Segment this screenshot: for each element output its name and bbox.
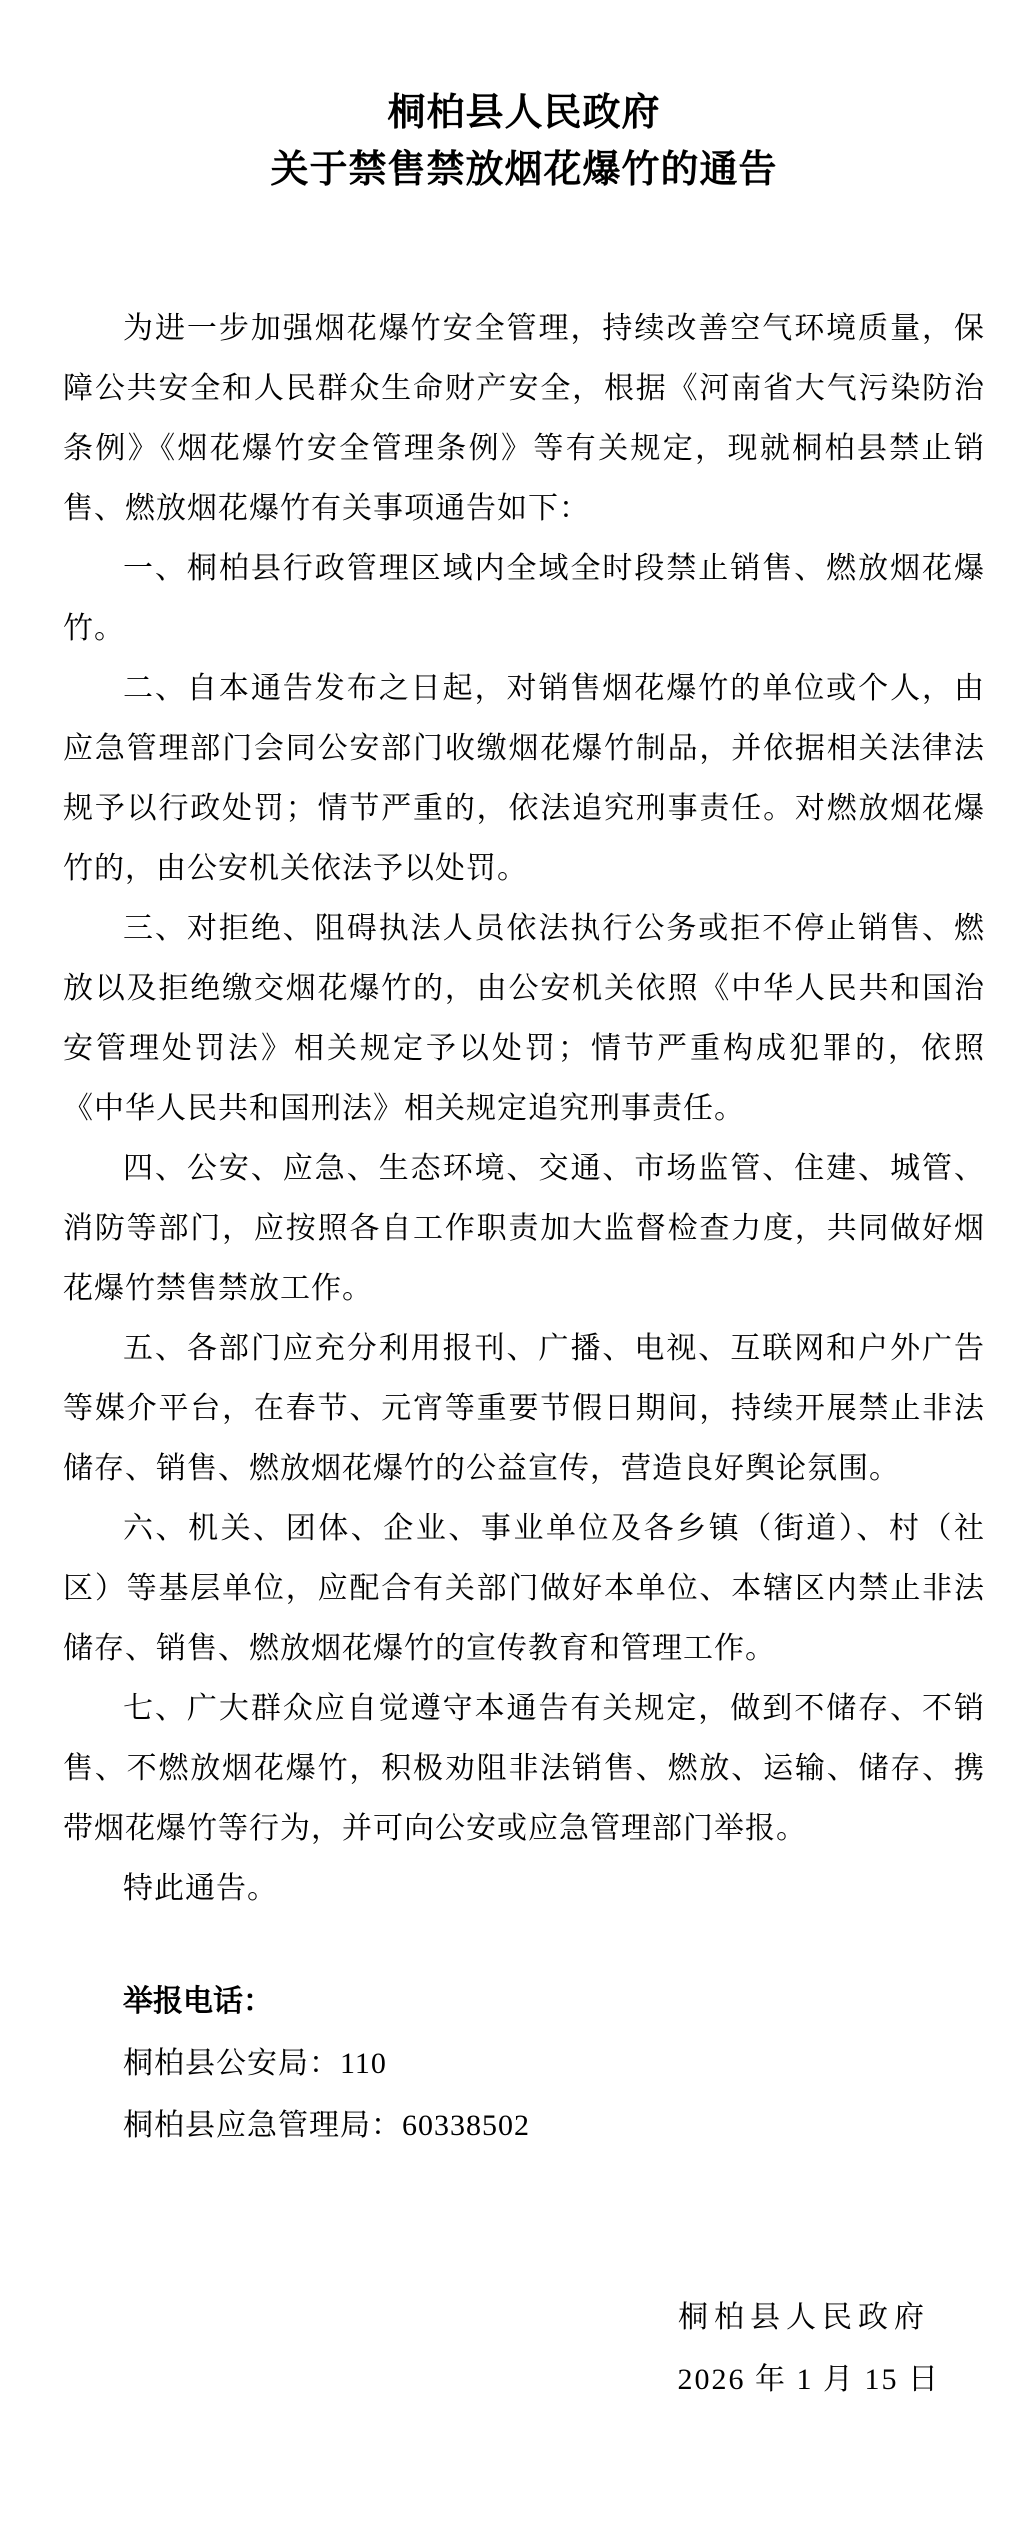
notice-body [63, 299, 985, 1919]
notice-title-line1: 桐柏县人民政府 [387, 92, 661, 134]
hotline-item-emergency: 桐柏县应急管理局：60338502 [123, 2109, 530, 2142]
hotline-heading: 举报电话： [123, 1985, 273, 2018]
paragraph-item-7: 七、广大群众应自觉遵守本通告有关规定，做到不储存、不销售、不燃放烟花爆竹，积极劝阻非法销售、燃放、运输、储存、携带烟花爆竹等行为，并可向公安或应急管理部门举报。 [63, 1692, 985, 1845]
paragraph-item-3: 三、对拒绝、阻碍执法人员依法执行公务或拒不停止销售、燃放以及拒绝缴交烟花爆竹的，由公安机关依照《中华人民共和国治安管理处罚法》相关规定予以处罚；情节严重构成犯罪的，依照《中华人民共和国刑法》相关规定追究刑事责任。 [63, 912, 985, 1125]
notice-title-line2: 关于禁售禁放烟花爆竹的通告 [270, 149, 778, 191]
notice-title [63, 85, 985, 199]
signature-block [63, 2287, 985, 2411]
hotline-section [63, 1971, 985, 2157]
paragraph-item-1: 一、桐柏县行政管理区域内全域全时段禁止销售、燃放烟花爆竹。 [63, 552, 985, 645]
paragraph-item-5: 五、各部门应充分利用报刊、广播、电视、互联网和户外广告等媒介平台，在春节、元宵等重要节假日期间，持续开展禁止非法储存、销售、燃放烟花爆竹的公益宣传，营造良好舆论氛围。 [63, 1332, 985, 1485]
paragraph-item-2: 二、自本通告发布之日起，对销售烟花爆竹的单位或个人，由应急管理部门会同公安部门收缴烟花爆竹制品，并依据相关法律法规予以行政处罚；情节严重的，依法追究刑事责任。对燃放烟花爆竹的，由公安机关依法予以处罚。 [63, 672, 985, 885]
hotline-item-police: 桐柏县公安局：110 [123, 2047, 387, 2080]
paragraph-item-6: 六、机关、团体、企业、事业单位及各乡镇（街道）、村（社区）等基层单位，应配合有关部门做好本单位、本辖区内禁止非法储存、销售、燃放烟花爆竹的宣传教育和管理工作。 [63, 1512, 985, 1665]
paragraph-intro: 为进一步加强烟花爆竹安全管理，持续改善空气环境质量，保障公共安全和人民群众生命财产安全，根据《河南省大气污染防治条例》《烟花爆竹安全管理条例》等有关规定，现就桐柏县禁止销售、燃放烟花爆竹有关事项通告如下： [63, 312, 985, 525]
paragraph-closing: 特此通告。 [123, 1872, 278, 1905]
signature-date: 2026 年 1 月 15 日 [677, 2363, 940, 2396]
signature-issuer: 桐柏县人民政府 [678, 2301, 930, 2334]
paragraph-item-4: 四、公安、应急、生态环境、交通、市场监管、住建、城管、消防等部门，应按照各自工作职责加大监督检查力度，共同做好烟花爆竹禁售禁放工作。 [63, 1152, 985, 1305]
